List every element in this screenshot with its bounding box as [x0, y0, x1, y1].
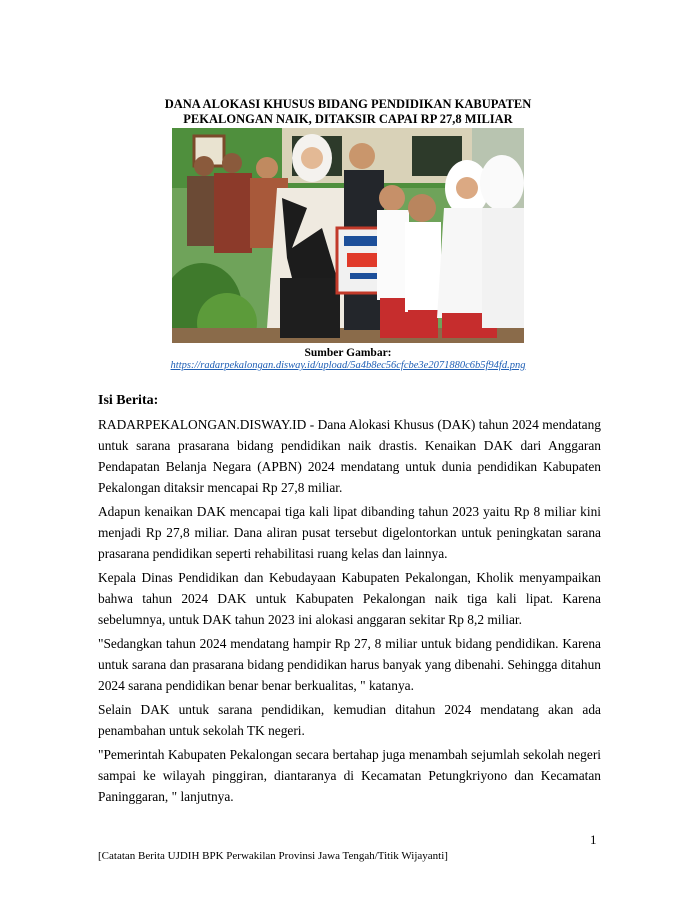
image-source-label: Sumber Gambar: [304, 347, 392, 359]
paragraph: "Sedangkan tahun 2024 mendatang hampir Rp 27, 8 miliar untuk bidang pendidikan. Karena untuk sarana dan prasarana bidang pendidikan harus banyak yang dibenahi. Sehingga ditahun 2024 sarana pendidikan benar benar berkualitas, " katanya. [98, 636, 601, 693]
image-source-link[interactable]: https://radarpekalongan.disway.id/upload/5a4b8ec56cfcbe3e2071880c6b5f94fd.png [170, 360, 526, 371]
image-caption [100, 347, 596, 372]
article-body [98, 414, 601, 810]
page-footer: [Catatan Berita UJDIH BPK Perwakilan Provinsi Jawa Tengah/Titik Wijayanti] [98, 850, 448, 862]
news-photo [172, 128, 524, 343]
paragraph: Adapun kenaikan DAK mencapai tiga kali lipat dibanding tahun 2023 yaitu Rp 8 miliar kini menjadi Rp 27,8 miliar. Dana aliran pusat tersebut digelontorkan untuk peningkatan sarana prasarana pendidikan seperti rehabilitasi ruang kelas dan lainnya. [98, 504, 601, 561]
article-title [100, 97, 596, 127]
section-heading: Isi Berita: [98, 393, 159, 408]
article-title-line-1: DANA ALOKASI KHUSUS BIDANG PENDIDIKAN KABUPATEN [164, 97, 532, 111]
article-title-line-2: PEKALONGAN NAIK, DITAKSIR CAPAI RP 27,8 MILIAR [183, 112, 513, 126]
paragraph: "Pemerintah Kabupaten Pekalongan secara bertahap juga menambah sejumlah sekolah negeri sampai ke wilayah pinggiran, diantaranya di Kecamatan Petungkriyono dan Kecamatan Paninggaran, " lanjutnya. [98, 747, 601, 804]
paragraph: RADARPEKALONGAN.DISWAY.ID - Dana Alokasi Khusus (DAK) tahun 2024 mendatang untuk sarana prasarana bidang pendidikan naik drastis. Kenaikan DAK dari Anggaran Pendapatan Belanja Negara (APBN) 2024 mendatang untuk dunia pendidikan Kabupaten Pekalongan ditaksir mencapai Rp 27,8 miliar. [98, 417, 601, 495]
page-number: 1 [590, 832, 597, 847]
paragraph: Kepala Dinas Pendidikan dan Kebudayaan Kabupaten Pekalongan, Kholik menyampaikan bahwa tahun 2024 DAK untuk Kabupaten Pekalongan naik tiga kali lipat. Karena sebelumnya, untuk DAK tahun 2023 ini alokasi anggaran sekitar Rp 8,2 miliar. [98, 570, 601, 627]
paragraph: Selain DAK untuk sarana pendidikan, kemudian ditahun 2024 mendatang akan ada penambahan untuk sekolah TK negeri. [98, 702, 601, 738]
